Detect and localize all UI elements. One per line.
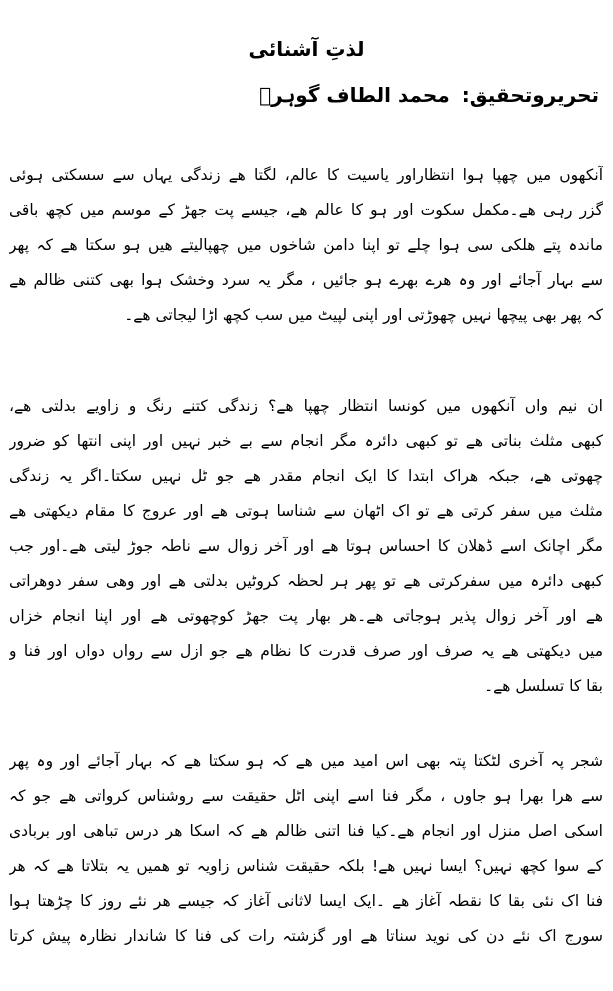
byline	[259, 80, 599, 110]
text-line: ان نیم واں آنکھوں میں کونسا انتظار چھپا ھے؟ زندگی کتنے رنگ و زاویے بدلتی ھے،	[9, 397, 603, 415]
text-line: میں دیکھتی ھے یہ صرف اور صرف قدرت کا نظام ھے جو ازل سے رواں دواں اور فنا و	[9, 642, 603, 660]
text-line: چھوتی ھے، جبکہ ھراک ابتدا کا ایک انجام مقدر ھے جو ٹل نہیں سکتا۔اگر یہ زندگی	[9, 467, 603, 485]
text-line: گزر رہی ھے۔مکمل سکوت اور ہو کا عالم ھے، جیسے پت جھڑ کے موسم میں کچھ باقی	[9, 201, 603, 219]
text-line: کے سوا کچھ نہیں؟ ایسا نہیں ھے! بلکہ حقیقت شناس زاویہ تو ھمیں یہ بتلاتا ھے کہ ھر	[9, 857, 603, 875]
text-line: کبھی مثلث بناتی ھے تو کبھی دائرہ مگر انجام سے بے خبر نہیں اور اپنی انتھا کو ضرور	[9, 432, 603, 450]
text-line: بقا کا تسلسل ھے۔	[484, 677, 603, 695]
text-line: کبھی دائرہ میں سفرکرتی ھے تو پھر ہر لحظہ کروٹیں بدلتی ھے اور وھی سفر دوھراتی	[9, 572, 603, 590]
text-line: سے ھرا بھرا ہو جاوں ، مگر فنا اسے اپنی اٹل حقیقت سے روشناس کرواتی ھے جو کہ	[9, 787, 603, 805]
text-line: کہ پھر بھی پیچھا نہیں چھوڑتی اور اپنی لپیٹ میں سب کچھ اڑا لیجاتی ھے۔	[124, 306, 603, 324]
text-line: فنا اک نئی بقا کا نقطہ آغاز ھے ۔ایک ایسا لاثانی آغاز کہ جیسے ھر نئے روز کا چڑھتا ہوا	[9, 892, 603, 910]
text-line: ھے اور آخر زوال پذیر ہوجاتی ھے۔ھر بھار پت جھڑ کوچھوتی ھے اور اپنا انجام خزاں	[9, 607, 603, 625]
byline-label: تحریروتحقیق:	[461, 83, 599, 107]
text-line: سے بہار آجائے اور وہ ھرے بھرے ہو جائیں ، مگر یہ سرد وخشک ہوا بھی کتنی ظالم ھے	[9, 271, 603, 289]
text-line: آنکھوں میں چھپا ہوا انتظاراور یاسیت کا عالم، لگتا ھے زندگی یہاں سے سسکتی ہوئی	[9, 166, 603, 184]
text-line: شجر پہ آخری لٹکتا پتہ بھی اس امید میں ھے کہ ہو سکتا ھے کہ بہار آجائے اور وہ پھر	[9, 752, 603, 770]
byline-author: محمد الطاف گوہرؔ	[259, 83, 450, 107]
text-line: مگر اچانک اسے ڈھلان کا احساس ہوتا ھے اور آخر زوال سے ناطہ جوڑ لیتی ھے۔اور جب	[9, 537, 603, 555]
text-line: اسکی اصل منزل اور انجام ھے۔کیا فنا اتنی ظالم ھے کہ اسکا ھر درس تباھی اور بربادی	[9, 822, 603, 840]
text-line: مثلث میں سفر کرتی ھے تو اک اٹھان سے شناسا ہوتی ھے اور عروج کا مقام دیکھتی ھے	[9, 502, 603, 520]
text-line: سورج اک نئے دن کی نوید سناتا ھے اور گزشتہ رات کی فنا کا شاندار نظارہ پیش کرتا	[9, 927, 603, 945]
text-line: ماندہ پتے ھلکی سی ہوا چلے تو اپنا دامن شاخوں میں چھپالیتے ھیں ہو سکتا ھے کہ پھر	[9, 236, 603, 254]
document-title: لذتِ آشنائی	[248, 37, 365, 61]
